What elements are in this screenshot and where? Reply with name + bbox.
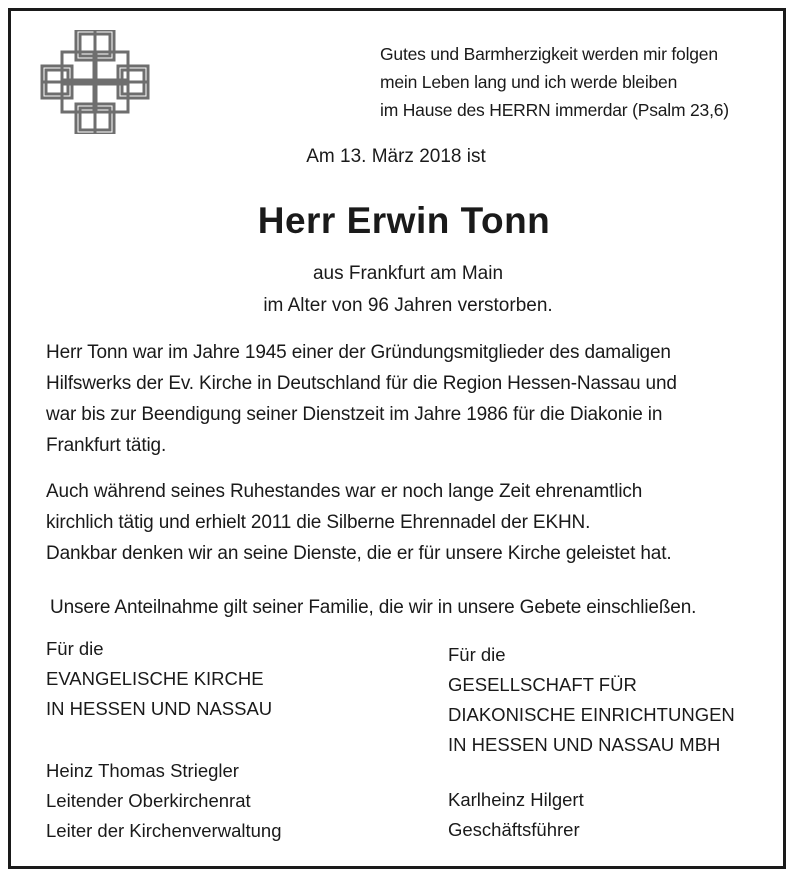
paragraph-line: Hilfswerks der Ev. Kirche in Deutschland für die Region Hessen-Nassau und (46, 373, 677, 394)
psalm-line: mein Leben lang und ich werde bleiben (380, 72, 678, 92)
paragraph-line: Herr Tonn war im Jahre 1945 einer der Gründungsmitglieder des damaligen (46, 342, 671, 363)
origin-and-age (8, 258, 800, 322)
age-line: im Alter von 96 Jahren verstorben. (263, 295, 553, 316)
org-line: IN HESSEN UND NASSAU MBH (448, 734, 721, 755)
psalm-line: im Hause des HERRN immerdar (Psalm 23,6) (380, 100, 729, 120)
org-line: EVANGELISCHE KIRCHE (46, 668, 264, 689)
interlocked-cross-logo (40, 30, 150, 134)
death-date-intro: Am 13. März 2018 ist (306, 146, 486, 167)
condolence-line: Unsere Anteilnahme gilt seiner Familie, die wir in unsere Gebete einschließen. (50, 597, 697, 618)
left-organization (46, 634, 272, 724)
deceased-name: Herr Erwin Tonn (257, 200, 551, 241)
right-organization (448, 640, 735, 760)
signer-line: Karlheinz Hilgert (448, 789, 584, 810)
right-signatory (448, 785, 584, 845)
org-line: GESELLSCHAFT FÜR (448, 674, 637, 695)
psalm-line: Gutes und Barmherzigkeit werden mir folgen (380, 44, 718, 64)
signer-line: Geschäftsführer (448, 819, 580, 840)
paragraph-line: Dankbar denken wir an seine Dienste, die er für unsere Kirche geleistet hat. (46, 543, 672, 564)
biography-paragraph (46, 337, 677, 461)
org-line: Für die (46, 638, 104, 659)
paragraph-line: Frankfurt tätig. (46, 435, 167, 456)
paragraph-line: war bis zur Beendigung seiner Dienstzeit im Jahre 1986 für die Diakonie in (46, 404, 663, 425)
org-line: IN HESSEN UND NASSAU (46, 698, 273, 719)
paragraph-line: Auch während seines Ruhestandes war er noch lange Zeit ehrenamtlich (46, 481, 643, 502)
paragraph-line: kirchlich tätig und erhielt 2011 die Silberne Ehrennadel der EKHN. (46, 512, 591, 533)
origin-line: aus Frankfurt am Main (312, 263, 504, 284)
signer-line: Leitender Oberkirchenrat (46, 790, 251, 811)
left-signatory (46, 756, 282, 846)
psalm-quote (380, 40, 729, 124)
retirement-paragraph (46, 476, 671, 569)
signer-line: Heinz Thomas Striegler (46, 760, 239, 781)
org-line: DIAKONISCHE EINRICHTUNGEN (448, 704, 735, 725)
org-line: Für die (448, 644, 506, 665)
signer-line: Leiter der Kirchenverwaltung (46, 820, 282, 841)
